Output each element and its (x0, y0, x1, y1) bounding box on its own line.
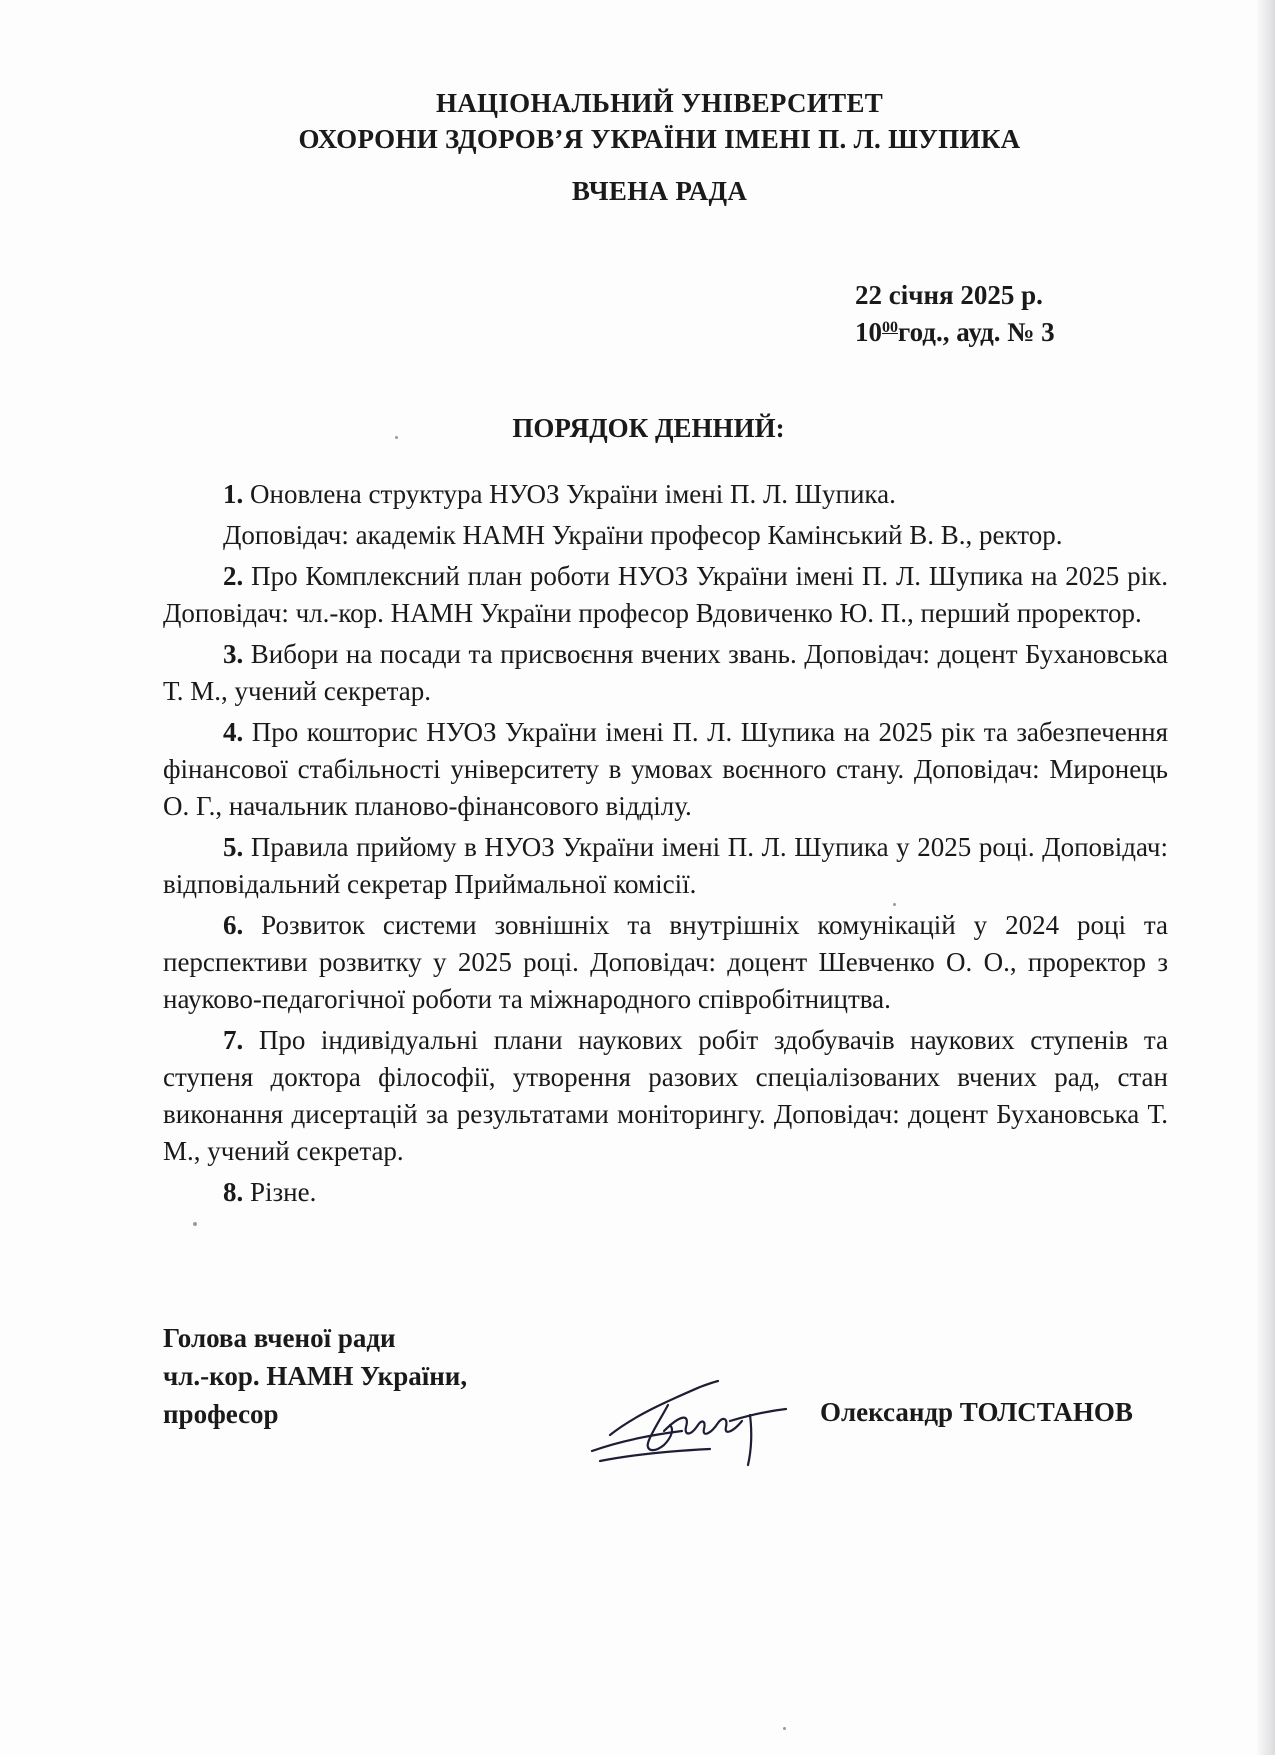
scan-speck (783, 1727, 786, 1730)
signatory-role-block (163, 1319, 467, 1433)
agenda-item (163, 907, 1168, 1018)
signatory-role-line: професор (163, 1399, 279, 1429)
page-edge-shadow (1257, 0, 1275, 1755)
agenda-item (163, 829, 1168, 903)
agenda-item-text: Про індивідуальні плани наукових робіт здобувачів наукових ступенів та ступеня доктора філософії, утворення разових спеціалізованих вчених рад, стан виконання дисертацій за результатами моніторингу. Доповідач: доцент Бухановська Т. М., учений секретар. (163, 1025, 1168, 1166)
agenda-item-number: 6. (223, 910, 244, 940)
agenda-item-text: Розвиток системи зовнішніх та внутрішніх комунікацій у 2024 році та перспективи розвитку у 2025 році. Доповідач: доцент Шевченко О. О., проректор з науково-педагогічної роботи та міжнародного співробітництва. (163, 910, 1168, 1014)
agenda-item (163, 558, 1168, 632)
agenda-item-speaker (163, 517, 1168, 554)
council-title: ВЧЕНА РАДА (571, 176, 748, 206)
agenda-item-text: Про кошторис НУОЗ України імені П. Л. Шупика на 2025 рік та забезпечення фінансової стабільності університету в умовах воєнного стану. Доповідач: Миронець О. Г., начальник планово-фінансового відділу. (163, 717, 1168, 821)
agenda-item-text: Вибори на посади та присвоєння вчених звань. Доповідач: доцент Бухановська Т. М., учений секретар. (163, 639, 1168, 706)
agenda-item (163, 636, 1168, 710)
agenda-item-text: Доповідач: академік НАМН України професор Камінський В. В., ректор. (223, 520, 1063, 550)
university-name-line1: НАЦІОНАЛЬНИЙ УНІВЕРСИТЕТ (435, 88, 884, 118)
scan-speck (893, 903, 896, 906)
meeting-date: 22 січня 2025 р. (855, 280, 1043, 310)
scan-speck (193, 1222, 197, 1226)
agenda-title: ПОРЯДОК ДЕННИЙ: (512, 413, 785, 443)
agenda-item-text: Правила прийому в НУОЗ України імені П. Л. Шупика у 2025 році. Доповідач: відповідальний секретар Приймальної комісії. (163, 832, 1168, 899)
scan-speck (395, 436, 398, 439)
agenda-item-number: 7. (223, 1025, 244, 1055)
meeting-minutes: 00 (882, 319, 898, 336)
agenda-item-text: Різне. (243, 1177, 317, 1207)
meeting-hour: 10 (855, 317, 882, 347)
handwritten-signature (590, 1365, 800, 1475)
agenda-item (163, 476, 1168, 513)
signatory-role-line: чл.-кор. НАМН України, (163, 1361, 468, 1391)
agenda-item-number: 1. (223, 479, 244, 509)
university-name-line2: ОХОРОНИ ЗДОРОВ’Я УКРАЇНИ ІМЕНІ П. Л. ШУПИКА (298, 124, 1021, 154)
meeting-time-place (855, 314, 1055, 351)
agenda-item-text: Оновлена структура НУОЗ України імені П. Л. Шупика. (243, 479, 896, 509)
agenda-item (163, 1022, 1168, 1170)
agenda-list (163, 476, 1168, 1215)
agenda-item-number: 4. (223, 717, 244, 747)
meeting-place: год., ауд. № 3 (898, 317, 1055, 347)
agenda-item-number: 5. (223, 832, 244, 862)
meeting-date-block (855, 277, 1055, 351)
agenda-item-number: 8. (223, 1177, 244, 1207)
agenda-item-text: Про Комплексний план роботи НУОЗ України імені П. Л. Шупика на 2025 рік. Доповідач: чл.-кор. НАМН України професор Вдовиченко Ю. П., перший проректор. (163, 561, 1168, 628)
agenda-item (163, 1174, 1168, 1211)
agenda-item-number: 3. (223, 639, 244, 669)
agenda-item (163, 714, 1168, 825)
signatory-name: Олександр ТОЛСТАНОВ (820, 1397, 1133, 1427)
signatory-role-line: Голова вченої ради (163, 1323, 396, 1353)
agenda-item-number: 2. (223, 561, 244, 591)
